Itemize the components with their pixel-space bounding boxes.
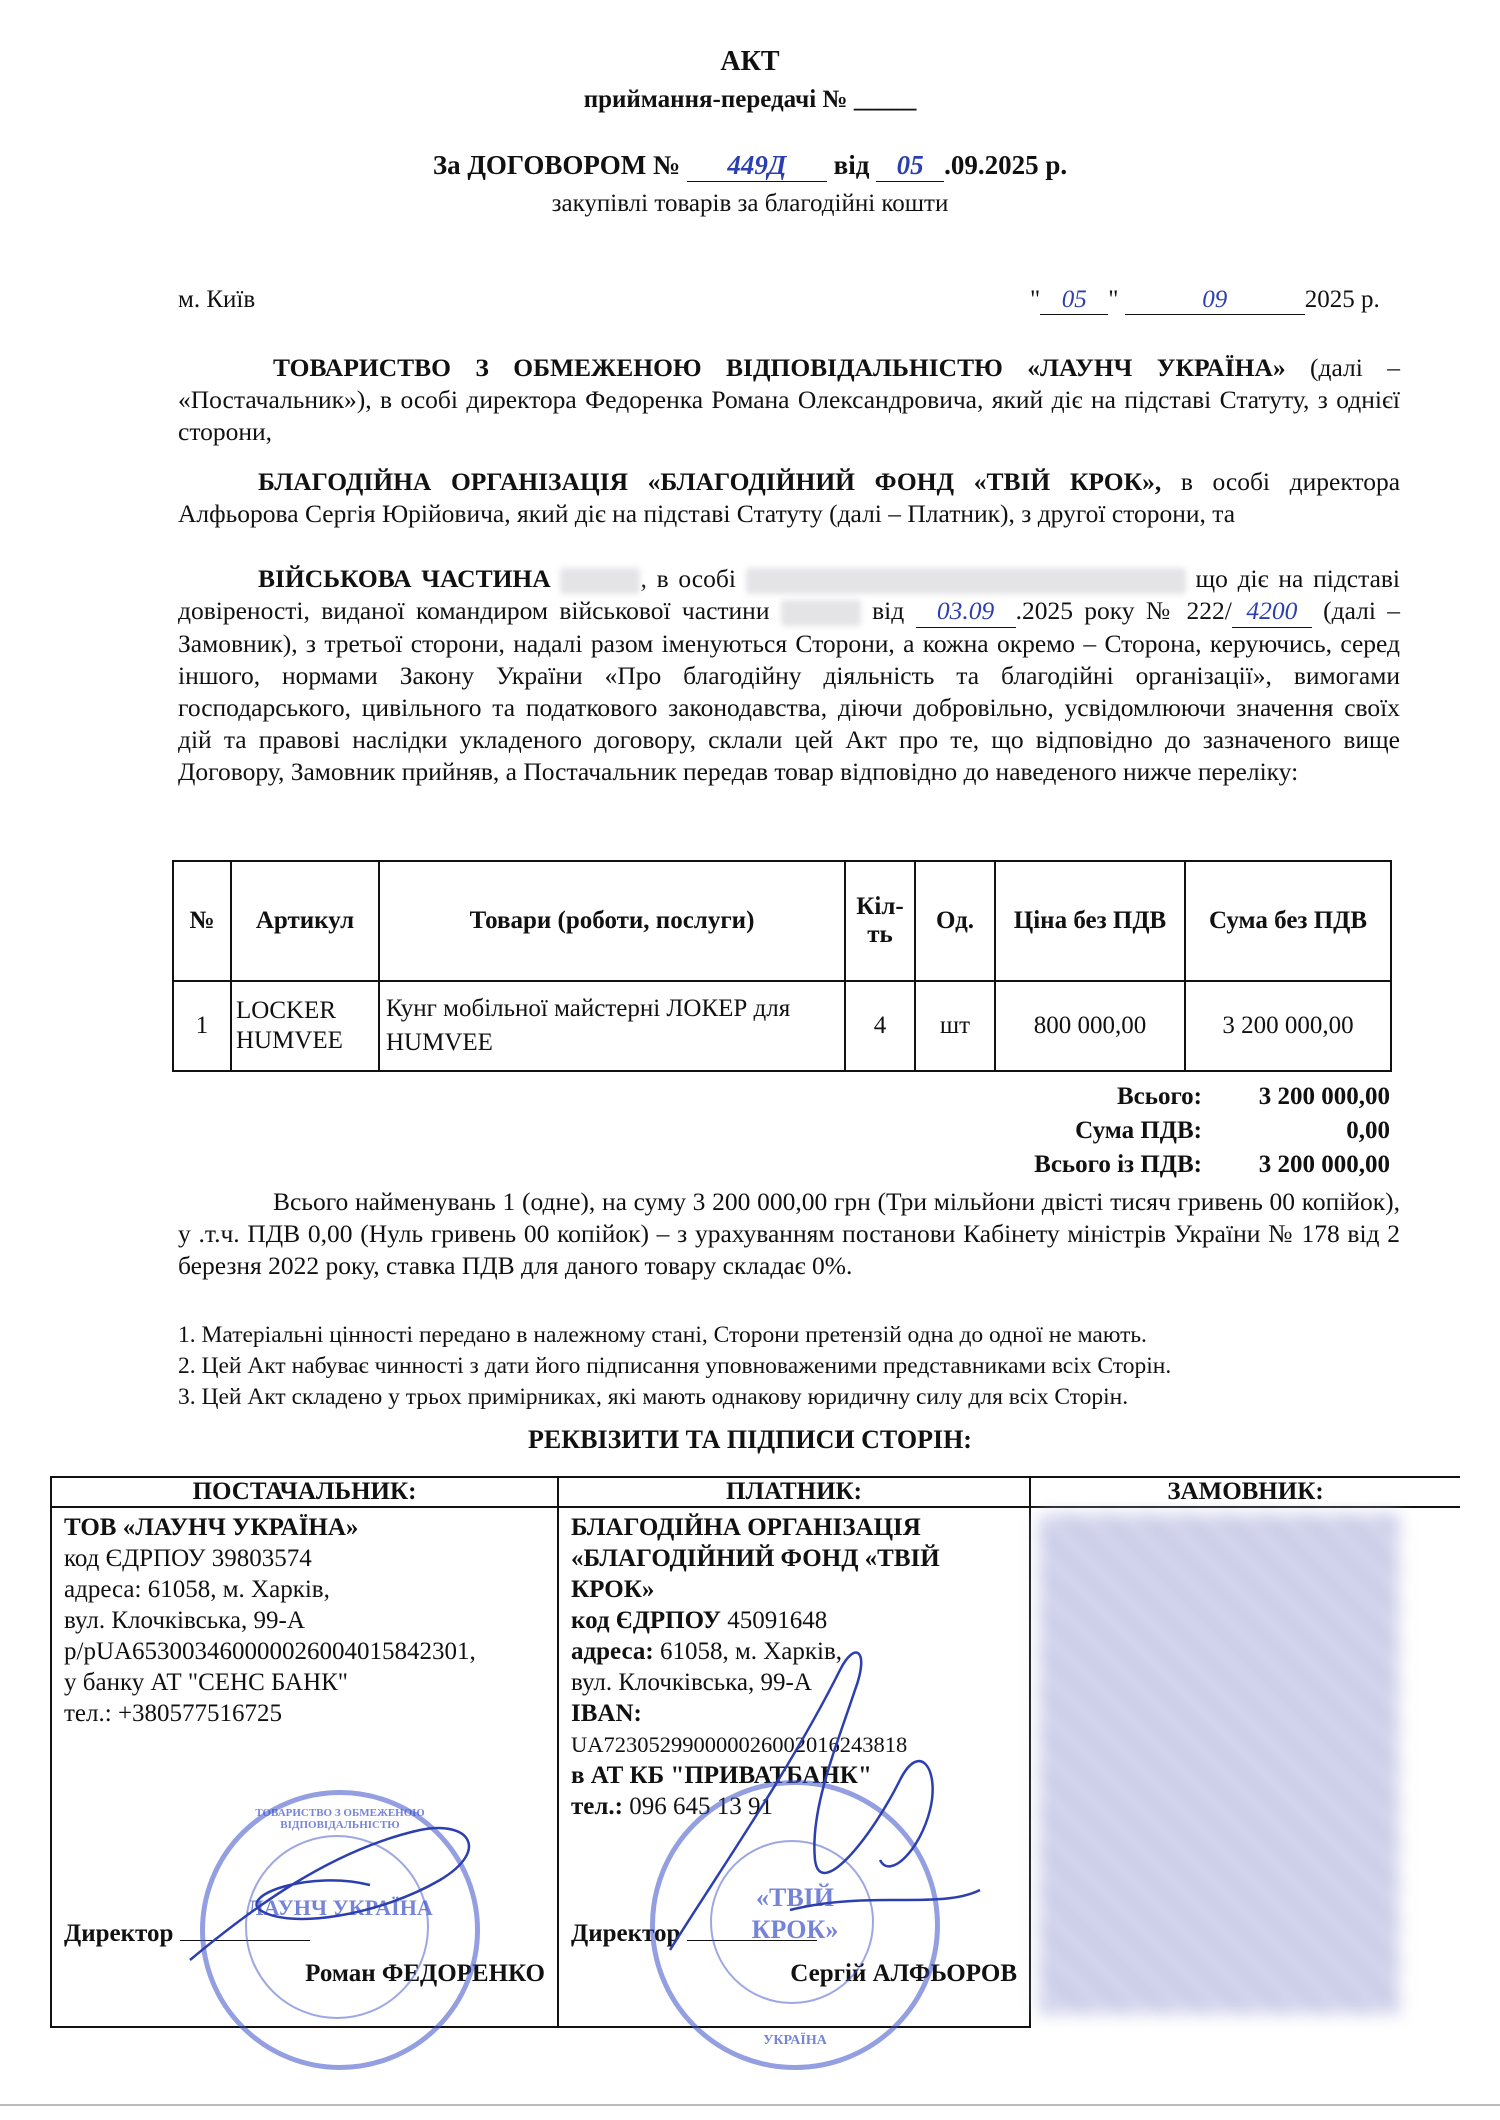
customer-text: (далі – Замовник), з третьої сторони, надалі разом іменуються Сторони, а кожна окремо – Сторона, керуючись, серед іншого, нормами Закону України «Про благодійну діяльність та благодійні організації», вимогами господарського, цивільного та податкового законодавства, діючи добровільно, усвідомлюючи значення своїх дій та правові наслідки укладеного договору, склали цей Акт про те, що відповідно до зазначеного вище Договору, Замовник прийняв, а Постачальник передав товар відповідно до наведеного нижче переліку:: [178, 596, 1401, 786]
supplier-code: код ЄДРПОУ 39803574: [64, 1545, 312, 1572]
act-number-blank: _____: [853, 86, 917, 113]
contract-line: [0, 150, 1500, 182]
contract-day-field: [876, 150, 944, 182]
city: м. Київ: [178, 286, 256, 313]
clauses-list: [178, 1320, 1408, 1413]
cell-unit: шт: [915, 981, 995, 1071]
supplier-stamp-ring-text: ТОВАРИСТВО З ОБМЕЖЕНОЮ ВІДПОВІДАЛЬНІСТЮ: [255, 1807, 425, 1831]
power-number-field: [1232, 595, 1312, 628]
total-vat-value: 3 200 000,00: [1258, 1151, 1390, 1178]
cell-price: 800 000,00: [995, 981, 1185, 1071]
payer-bank: в АТ КБ "ПРИВАТБАНК": [571, 1762, 872, 1789]
col-number: №: [173, 861, 231, 981]
clause-3: 3. Цей Акт складено у трьох примірниках, які мають однакову юридичну силу для всіх Сторін.: [178, 1384, 1129, 1410]
total-vat-label: Всього із ПДВ:: [1034, 1151, 1202, 1178]
payer-sign-label: Директор: [571, 1918, 817, 1949]
act-number-line: [0, 86, 1500, 114]
cell-sum: 3 200 000,00: [1185, 981, 1391, 1071]
payer-signature: [640, 1610, 1000, 1980]
supplier-account: р/рUA653003460000026004015842301,: [64, 1638, 476, 1665]
doc-purpose: закупівлі товарів за благодійні кошти: [551, 190, 949, 217]
cell-goods: Кунг мобільної майстерні ЛОКЕР для HUMVEE: [379, 981, 845, 1071]
col-unit: Од.: [915, 861, 995, 981]
payer-iban: UA723052990000026002016243818: [571, 1732, 908, 1757]
date-day: 05: [1061, 286, 1087, 313]
power-number-prefix: № 222/: [1145, 596, 1232, 625]
doc-title: АКТ: [720, 46, 780, 77]
supplier-bank: у банку АТ "СЕНС БАНК": [64, 1669, 349, 1696]
payer-paragraph: [178, 466, 1400, 530]
customer-power-from: від: [872, 596, 905, 625]
clause-2: 2. Цей Акт набуває чинності з дати його підписання уповноваженими представниками всіх Сторін.: [178, 1353, 1172, 1379]
summary-paragraph: [178, 1186, 1400, 1282]
goods-table: [172, 860, 1392, 1072]
act-number-label: приймання-передачі №: [583, 86, 848, 113]
supplier-address: адреса: 61058, м. Харків,: [64, 1576, 330, 1603]
payer-signer: Сергій АЛФЬОРОВ: [790, 1960, 1017, 1987]
customer-acts: що діє на: [1195, 564, 1304, 593]
payer-name: БЛАГОДІЙНА ОРГАНІЗАЦІЯ «БЛАГОДІЙНИЙ ФОНД «ТВІЙ КРОК»,: [258, 467, 1162, 496]
payer-full-name: БЛАГОДІЙНА ОРГАНІЗАЦІЯ «БЛАГОДІЙНИЙ ФОНД «ТВІЙ КРОК»: [571, 1514, 940, 1603]
supplier-short-name: ТОВ «ЛАУНЧ УКРАЇНА»: [64, 1514, 359, 1541]
contract-number: 449Д: [727, 150, 787, 180]
customer-name: ВІЙСЬКОВА ЧАСТИНА: [258, 564, 551, 593]
page-edge: [0, 2104, 1500, 2106]
totals-block: [900, 1083, 1390, 1185]
power-year: .2025 року: [1015, 596, 1135, 625]
requisites-title: РЕКВІЗИТИ ТА ПІДПИСИ СТОРІН:: [528, 1425, 972, 1454]
customer-power-text: підставі довіреності, виданої командиром військової частини: [178, 564, 1401, 625]
payer-code-line: код ЄДРПОУ 45091648: [571, 1607, 828, 1634]
col-sku: Артикул: [231, 861, 379, 981]
date-month-field: [1125, 286, 1305, 315]
payer-head: ПЛАТНИК:: [558, 1477, 1030, 1507]
power-number: 4200: [1246, 596, 1298, 625]
supplier-text: (далі – «Постачальник»), в особі директора Федоренка Романа Олександровича, який діє на підставі Статуту, з однієї сторони,: [178, 353, 1401, 446]
payer-address-line: адреса: 61058, м. Харків,: [571, 1638, 843, 1665]
customer-head: ЗАМОВНИК:: [1030, 1477, 1460, 1507]
cell-number: 1: [173, 981, 231, 1071]
total-label: Всього:: [1116, 1083, 1202, 1110]
supplier-signer: Роман ФЕДОРЕНКО: [305, 1960, 545, 1987]
payer-text: в особі директора Алфьорова Сергія Юрійовича, який діє на підставі Статуту (далі – Платник), з другої сторони, та: [178, 467, 1401, 528]
total-value: 3 200 000,00: [1258, 1083, 1390, 1110]
contract-from-label: від: [833, 150, 870, 180]
date-month: 09: [1202, 286, 1228, 313]
col-goods: Товари (роботи, послуги): [379, 861, 845, 981]
payer-code: 45091648: [727, 1607, 828, 1634]
payer-stamp-text-2: КРОК»: [751, 1915, 839, 1944]
payer-address: 61058, м. Харків,: [659, 1638, 843, 1665]
col-price: Ціна без ПДВ: [995, 861, 1185, 981]
redacted-customer-block: [1039, 1514, 1399, 2014]
table-row: [173, 981, 1391, 1071]
supplier-sign-label: Директор: [64, 1918, 310, 1949]
goods-header-row: [173, 861, 1391, 981]
date-year: 2025 р.: [1304, 286, 1380, 313]
col-sum: Сума без ПДВ: [1185, 861, 1391, 981]
power-date: 03.09: [936, 596, 995, 625]
cell-qty: 4: [845, 981, 915, 1071]
supplier-phone: тел.: +380577516725: [64, 1700, 283, 1727]
customer-paragraph: [178, 563, 1400, 788]
vat-value: 0,00: [1346, 1117, 1390, 1144]
supplier-stamp-text: ЛАУНЧ УКРАЇНА: [247, 1895, 433, 1920]
payer-iban-label: IBAN:: [571, 1700, 642, 1727]
payer-stamp-text-3: УКРАЇНА: [763, 2033, 827, 2048]
supplier-head: ПОСТАЧАЛЬНИК:: [51, 1477, 558, 1507]
summary-text: Всього найменувань 1 (одне), на суму 3 200 000,00 грн (Три мільйони двісті тисяч гривень 00 копійок), у .т.ч. ПДВ 0,00 (Нуль гривень 00 копійок) – з урахуванням постанови Кабінету міністрів України № 178 від 2 березня 2022 року, ставка ПДВ для даного товару складає 0%.: [178, 1187, 1400, 1280]
supplier-paragraph: [178, 352, 1400, 448]
contract-date-suffix: .09.2025 р.: [944, 150, 1068, 180]
supplier-name: ТОВАРИСТВО З ОБМЕЖЕНОЮ ВІДПОВІДАЛЬНІСТЮ «ЛАУНЧ УКРАЇНА»: [273, 353, 1286, 382]
customer-details: [1030, 1507, 1460, 2027]
customer-in-person: , в особі: [640, 564, 736, 593]
cell-sku: LOCKER HUMVEE: [231, 981, 379, 1071]
doc-date: " 05 " 09 2025 р.: [1030, 286, 1380, 313]
redacted-unit-number: [560, 568, 640, 594]
payer-phone-line: тел.: 096 645 13 91: [571, 1793, 773, 1820]
contract-day: 05: [896, 150, 924, 180]
redacted-representative: [746, 568, 1186, 594]
supplier-signature: [170, 1790, 500, 1990]
redacted-unit-number-2: [781, 600, 861, 626]
payer-street: вул. Клочківська, 99-А: [571, 1669, 812, 1696]
payer-phone: 096 645 13 91: [629, 1793, 773, 1820]
col-qty: Кіл-ть: [845, 861, 915, 981]
date-day-field: [1040, 286, 1108, 315]
payer-stamp-text-1: «ТВІЙ: [755, 1883, 835, 1912]
supplier-street: вул. Клочківська, 99-А: [64, 1607, 305, 1634]
contract-number-field: [687, 150, 827, 182]
vat-label: Сума ПДВ:: [1075, 1117, 1202, 1144]
clause-1: 1. Матеріальні цінності передано в належному стані, Сторони претензій одна до одної не мають.: [178, 1322, 1147, 1348]
power-date-field: [916, 595, 1016, 628]
contract-label: За ДОГОВОРОМ №: [432, 150, 681, 180]
